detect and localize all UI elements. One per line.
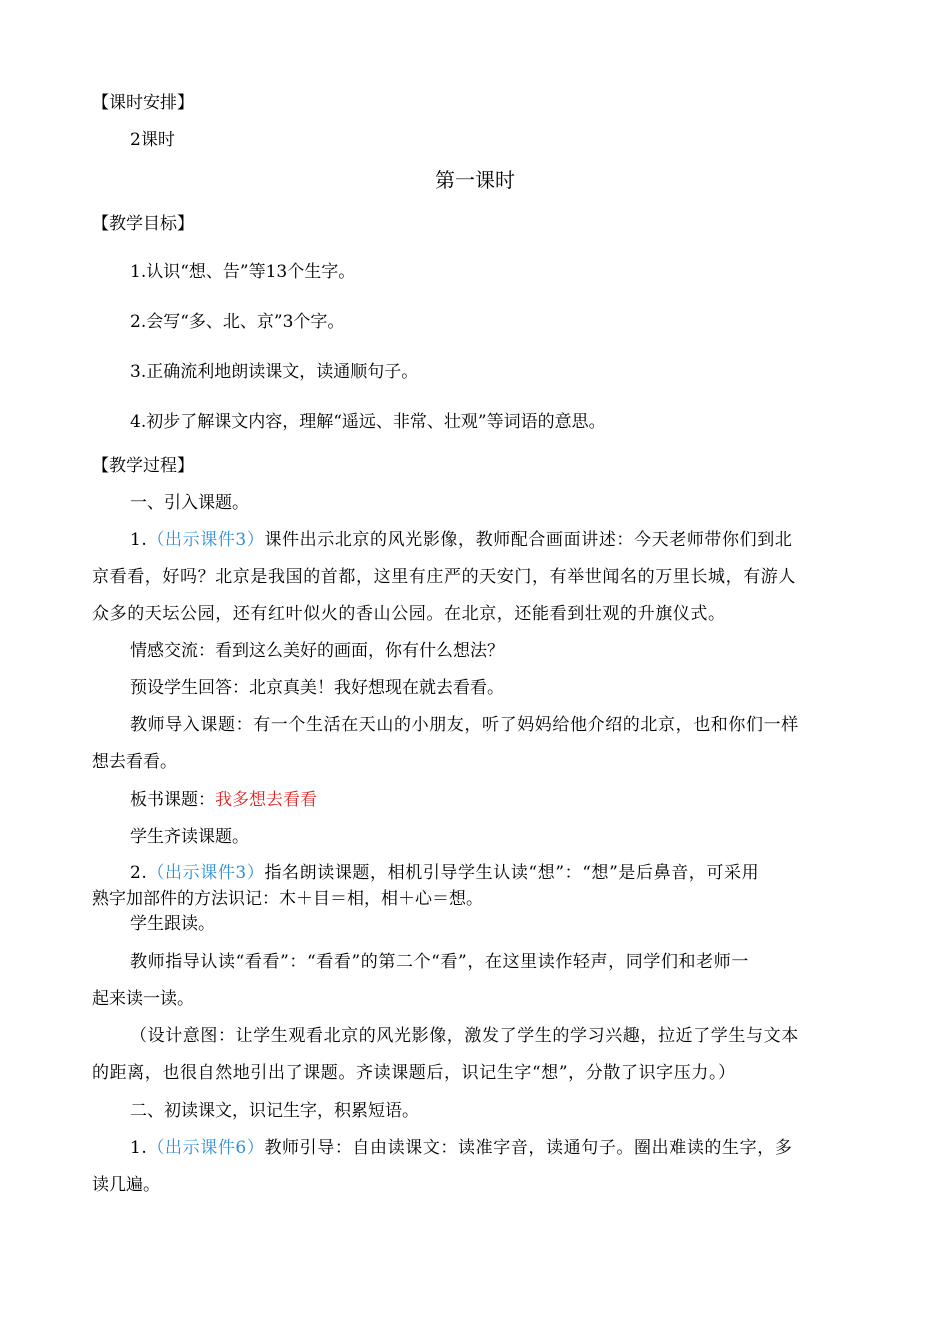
paragraph-text: 课件出示北京的风光影像，教师配合画面讲述：今天老师带你们到北	[264, 530, 793, 550]
paragraph-1-line	[130, 529, 792, 551]
courseware-tag: （出示课件3）	[147, 530, 265, 550]
intro-line: 想去看看。	[92, 752, 177, 772]
design-intent-line: （设计意图：让学生观看北京的风光影像，激发了学生的学习兴趣，拉近了学生与文本	[130, 1026, 799, 1046]
board-title-line	[130, 789, 317, 811]
paragraph-2-line	[130, 862, 759, 884]
board-label: 板书课题：	[130, 790, 215, 810]
item-number: 1.	[130, 530, 148, 550]
item-number: 1.	[130, 1138, 148, 1158]
paragraph-text: 教师引导：自由读课文：读准字音，读通句子。圈出难读的生字，多	[264, 1138, 793, 1158]
part1-title: 一、引入课题。	[130, 493, 249, 513]
schedule-heading: 【课时安排】	[92, 93, 194, 113]
paragraph-1-line: 京看看，好吗？北京是我国的首都，这里有庄严的天安门，有举世闻名的万里长城，有游人	[92, 567, 796, 587]
paragraph-2-line: 熟字加部件的方法识记：木＋目＝相，相＋心＝想。	[92, 889, 483, 909]
part2-title: 二、初读课文，识记生字，积累短语。	[130, 1101, 419, 1121]
lesson-title: 第一课时	[435, 168, 515, 192]
goal-item: 2.会写“多、北、京”3个字。	[130, 312, 345, 332]
intro-line: 教师导入课题：有一个生活在天山的小朋友，听了妈妈给他介绍的北京，也和你们一样	[130, 715, 799, 735]
paragraph-3-line	[130, 1137, 792, 1159]
follow-read: 学生跟读。	[130, 914, 215, 934]
board-title: 我多想去看看	[215, 790, 317, 810]
courseware-tag: （出示课件3）	[147, 863, 265, 883]
design-intent-line: 的距离，也很自然地引出了课题。齐读课题后，识记生字“想”，分散了识字压力。）	[92, 1063, 736, 1083]
item-number: 2.	[130, 863, 148, 883]
goal-item: 1.认识“想、告”等13个生字。	[130, 262, 356, 282]
courseware-tag: （出示课件6）	[147, 1138, 265, 1158]
goals-heading: 【教学目标】	[92, 214, 194, 234]
paragraph-text: 指名朗读课题，相机引导学生认读“想”：“想”是后鼻音，可采用	[264, 863, 760, 883]
guide-line: 起来读一读。	[92, 989, 194, 1009]
paragraph-3-line: 读几遍。	[92, 1175, 160, 1195]
paragraph-1-line: 众多的天坛公园，还有红叶似火的香山公园。在北京，还能看到壮观的升旗仪式。	[92, 604, 726, 624]
guide-line: 教师指导认读“看看”：“看看”的第二个“看”，在这里读作轻声，同学们和老师一	[130, 952, 749, 972]
preset-answer: 预设学生回答：北京真美！我好想现在就去看看。	[130, 678, 504, 698]
goal-item: 4.初步了解课文内容，理解“遥远、非常、壮观”等词语的意思。	[130, 412, 606, 432]
schedule-value: 2课时	[130, 130, 175, 150]
emotion-exchange: 情感交流：看到这么美好的画面，你有什么想法？	[130, 641, 504, 661]
goal-item: 3.正确流利地朗读课文，读通顺句子。	[130, 362, 419, 382]
read-title: 学生齐读课题。	[130, 827, 249, 847]
process-heading: 【教学过程】	[92, 456, 194, 476]
